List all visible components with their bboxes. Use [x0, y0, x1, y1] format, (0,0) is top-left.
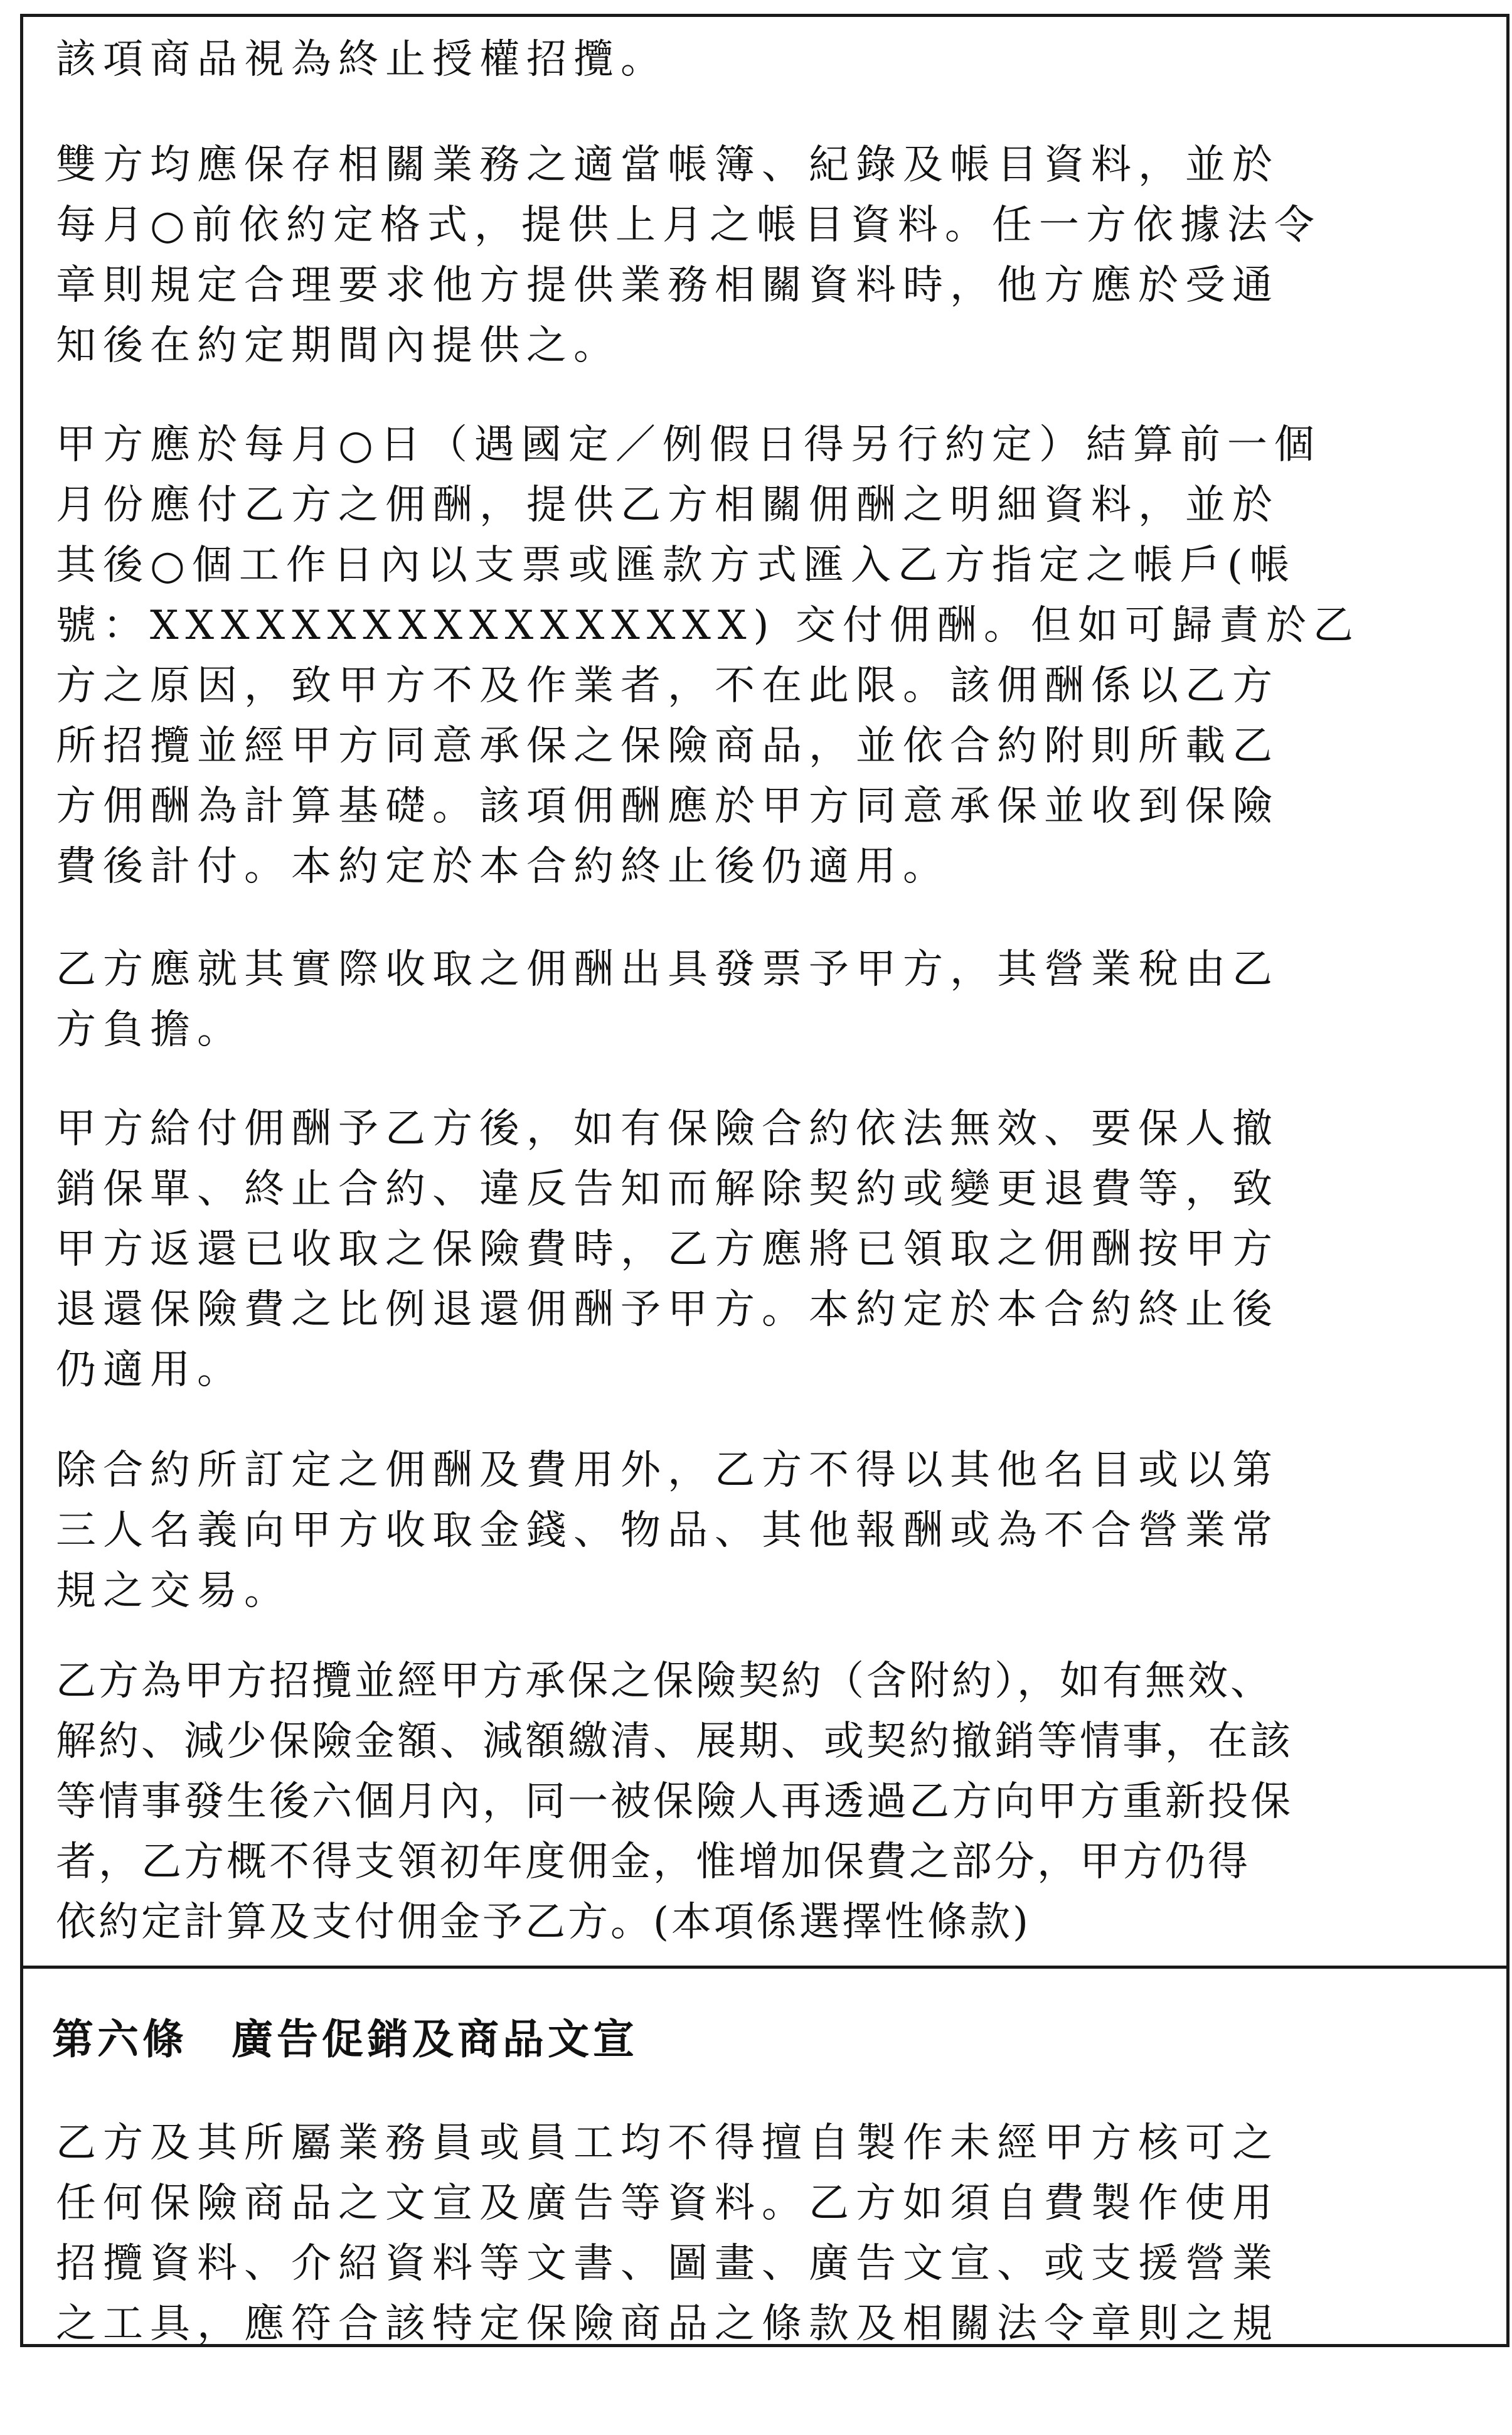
article-paragraph-line-4: 之工具，應符合該特定保險商品之條款及相關法令章則之規: [56, 2301, 1279, 2347]
paragraph-7-line-2: 解約、減少保險金額、減額繳清、展期、或契約撤銷等情事，在該: [56, 1718, 1293, 1765]
paragraph-2-line-3: 章則規定合理要求他方提供業務相關資料時，他方應於受通: [56, 262, 1279, 309]
paragraph-4-line-2: 方負擔。: [56, 1007, 244, 1053]
paragraph-3-line-7: 方佣酬為計算基礎。該項佣酬應於甲方同意承保並收到保險: [56, 783, 1279, 830]
article-title: 廣告促銷及商品文宣: [232, 2015, 638, 2063]
paragraph-5-line-1: 甲方給付佣酬予乙方後，如有保險合約依法無效、要保人撤: [56, 1106, 1279, 1152]
article-heading: [52, 2009, 638, 2069]
paragraph-3-line-4: 號：XXXXXXXXXXXXXXXXX) 交付佣酬。但如可歸責於乙: [56, 602, 1360, 649]
paragraph-2-line-2: 每月○前依約定格式，提供上月之帳目資料。任一方依據法令: [56, 202, 1321, 249]
paragraph-1-line-1: 該項商品視為終止授權招攬。: [56, 36, 668, 83]
article-paragraph-line-3: 招攬資料、介紹資料等文書、圖畫、廣告文宣、或支援營業: [56, 2240, 1279, 2287]
paragraph-2-line-1: 雙方均應保存相關業務之適當帳簿、紀錄及帳目資料，並於: [56, 142, 1279, 188]
article-paragraph-line-2: 任何保險商品之文宣及廣告等資料。乙方如須自費製作使用: [56, 2180, 1279, 2227]
paragraph-3-line-5: 方之原因，致甲方不及作業者，不在此限。該佣酬係以乙方: [56, 663, 1279, 709]
paragraph-3-line-3: 其後○個工作日內以支票或匯款方式匯入乙方指定之帳戶(帳: [56, 542, 1297, 589]
paragraph-3-line-1: 甲方應於每月○日（遇國定／例假日得另行約定）結算前一個: [56, 422, 1321, 468]
paragraph-6-line-3: 規之交易。: [56, 1568, 291, 1614]
paragraph-7-line-3: 等情事發生後六個月內，同一被保險人再透過乙方向甲方重新投保: [56, 1779, 1293, 1825]
article-number: 第六條: [52, 2015, 188, 2063]
paragraph-3-line-2: 月份應付乙方之佣酬，提供乙方相關佣酬之明細資料，並於: [56, 482, 1279, 528]
paragraph-2-line-4: 知後在約定期間內提供之。: [56, 323, 620, 369]
document-frame: [20, 14, 1509, 2347]
paragraph-7-line-1: 乙方為甲方招攬並經甲方承保之保險契約（含附約），如有無效、: [56, 1658, 1273, 1704]
article-paragraph-line-1: 乙方及其所屬業務員或員工均不得擅自製作未經甲方核可之: [56, 2120, 1279, 2166]
article-six-section: [23, 1969, 1506, 2347]
paragraph-3-line-6: 所招攬並經甲方同意承保之保險商品，並依合約附則所載乙: [56, 723, 1279, 769]
paragraph-5-line-2: 銷保單、終止合約、違反告知而解除契約或變更退費等，致: [56, 1166, 1279, 1212]
paragraph-7-line-5: 依約定計算及支付佣金予乙方。(本項係選擇性條款): [56, 1899, 1031, 1945]
paragraph-6-line-1: 除合約所訂定之佣酬及費用外，乙方不得以其他名目或以第: [56, 1447, 1279, 1494]
paragraph-4-line-1: 乙方應就其實際收取之佣酬出具發票予甲方，其營業稅由乙: [56, 946, 1279, 993]
paragraph-5-line-4: 退還保險費之比例退還佣酬予甲方。本約定於本合約終止後: [56, 1287, 1279, 1333]
paragraph-3-line-8: 費後計付。本約定於本合約終止後仍適用。: [56, 843, 950, 890]
paragraph-5-line-3: 甲方返還已收取之保險費時，乙方應將已領取之佣酬按甲方: [56, 1226, 1279, 1273]
paragraph-5-line-5: 仍適用。: [56, 1347, 244, 1393]
paragraph-6-line-2: 三人名義向甲方收取金錢、物品、其他報酬或為不合營業常: [56, 1507, 1279, 1554]
paragraph-7-line-4: 者，乙方概不得支領初年度佣金，惟增加保費之部分，甲方仍得: [56, 1839, 1250, 1885]
clause-continuation-section: [23, 17, 1506, 1966]
